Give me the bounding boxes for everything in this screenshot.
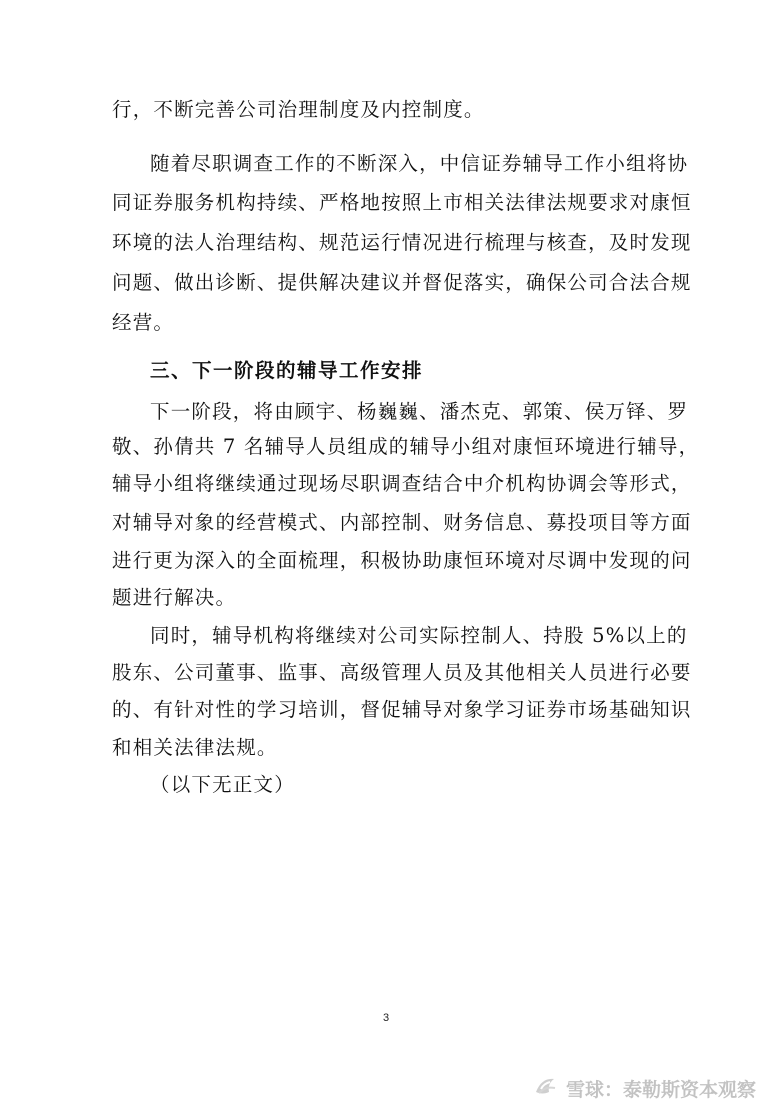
paragraph-1-line-1: 行，不断完善公司治理制度及内控制度。 — [112, 98, 485, 121]
paragraph-3-line-3: 辅导小组将继续通过现场尽职调查结合中介机构协调会等形式， — [112, 472, 692, 495]
section-heading: 三、下一阶段的辅导工作安排 — [150, 359, 424, 382]
paragraph-4-line-1: 同时，辅导机构将继续对公司实际控制人、持股 5%以上的 — [150, 624, 688, 647]
closing-note: （以下无正文） — [150, 773, 295, 796]
watermark — [532, 1076, 756, 1100]
page-number: 3 — [383, 1012, 390, 1024]
paragraph-2-line-1: 随着尽职调查工作的不断深入，中信证券辅导工作小组将协 — [150, 152, 689, 175]
paragraph-3-line-2: 敬、孙倩共 7 名辅导人员组成的辅导小组对康恒环境进行辅导， — [112, 435, 700, 458]
paragraph-2-line-5: 经营。 — [112, 311, 175, 334]
paragraph-4-line-4: 和相关法律法规。 — [112, 736, 278, 759]
snowball-logo-icon — [532, 1074, 560, 1103]
paragraph-2-line-2: 同证券服务机构持续、严格地按照上市相关法律法规要求对康恒 — [112, 191, 692, 214]
watermark-text: 雪球：泰勒斯资本观察 — [565, 1078, 756, 1101]
paragraph-2-line-4: 问题、做出诊断、提供解决建议并督促落实，确保公司合法合规 — [112, 271, 692, 294]
paragraph-3-line-1: 下一阶段，将由顾宇、杨巍巍、潘杰克、郭策、侯万铎、罗 — [150, 400, 689, 423]
paragraph-4-line-2: 股东、公司董事、监事、高级管理人员及其他相关人员进行必要 — [112, 661, 692, 684]
paragraph-4-line-3: 的、有针对性的学习培训，督促辅导对象学习证券市场基础知识 — [112, 698, 692, 721]
paragraph-3-line-4: 对辅导对象的经营模式、内部控制、财务信息、募投项目等方面 — [112, 511, 692, 534]
paragraph-3-line-5: 进行更为深入的全面梳理，积极协助康恒环境对尽调中发现的问 — [112, 549, 692, 572]
paragraph-2-line-3: 环境的法人治理结构、规范运行情况进行梳理与核查，及时发现 — [112, 231, 692, 254]
paragraph-3-line-6: 题进行解决。 — [112, 586, 237, 609]
